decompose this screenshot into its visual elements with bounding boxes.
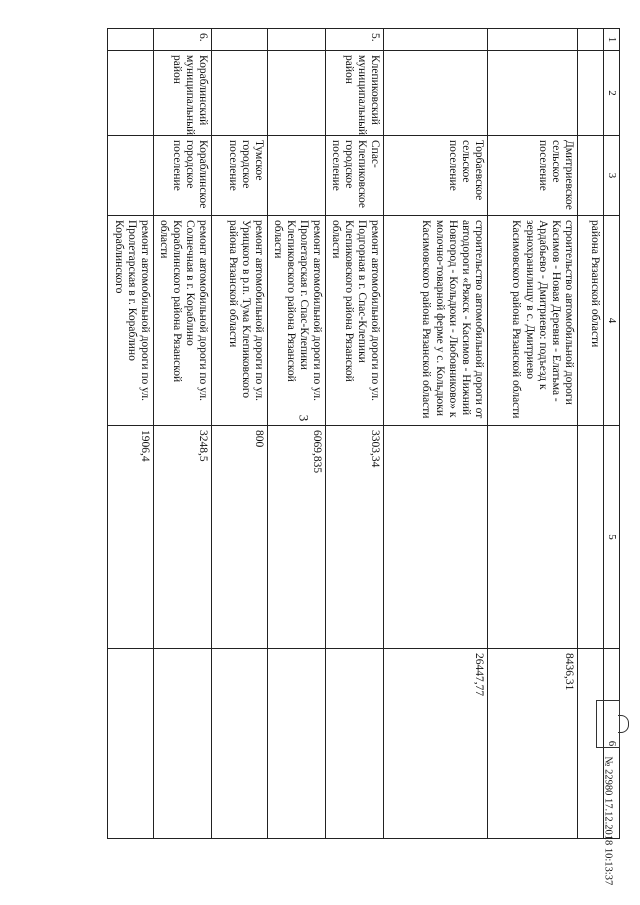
work-description: ремонт автомобильной дороги по ул. Подгорная в г. Спас-Клепики Клепиковского района Рязанской области: [326, 216, 384, 426]
row-number: [212, 29, 268, 51]
amount-col5: [578, 426, 604, 649]
row-number: [488, 29, 578, 51]
amount-col6: [268, 649, 326, 839]
row-number: [108, 29, 154, 51]
amount-col6: [212, 649, 268, 839]
work-description: ремонт автомобильной дороги по ул. Пролетарская в г. Кораблино Кораблинского: [108, 216, 154, 426]
amount-col5: 3248,5: [154, 426, 212, 649]
settlement-cell: [108, 136, 154, 216]
work-description: ремонт автомобильной дороги по ул. Урицкого в р.п. Тума Клепиковского района Рязанской области: [212, 216, 268, 426]
amount-col5: 800: [212, 426, 268, 649]
amount-col5: 1906,4: [108, 426, 154, 649]
settlement-cell: [268, 136, 326, 216]
work-description: ремонт автомобильной дороги по ул. Солнечная в г. Кораблино Кораблинского района Рязанской области: [154, 216, 212, 426]
work-description: строительство автомобильной дороги от автодороги «Ряжск - Касимов - Нижний Новгород - Кольдюки - Любовниково» к молочно-товарной ферме у с. Кольдюки Касимовского района Рязанской области: [384, 216, 488, 426]
amount-col6: 8436,31: [488, 649, 578, 839]
row-number: [268, 29, 326, 51]
amount-col5: 3303,34: [326, 426, 384, 649]
header-col-6: 6: [604, 649, 620, 839]
header-col-2: 2: [604, 51, 620, 136]
row-number: 6.: [154, 29, 212, 51]
district-cell: Клепиковский муниципальный район: [326, 51, 384, 136]
row-number: [384, 29, 488, 51]
row-number: [578, 29, 604, 51]
archive-logo-icon: [596, 700, 620, 748]
work-description: ремонт автомобильной дороги по ул. Пролетарская г. Спас-Клепики Клепиковского района Рязанской области: [268, 216, 326, 426]
amount-col5: [488, 426, 578, 649]
work-description: района Рязанской области: [578, 216, 604, 426]
district-cell: [384, 51, 488, 136]
table-row: [268, 29, 326, 839]
stamp-rotated: [560, 700, 620, 900]
table-wrapper: [38, 28, 620, 838]
table-row: [154, 29, 212, 839]
header-col-5: 5: [604, 426, 620, 649]
row-number: 5.: [326, 29, 384, 51]
settlement-cell: Торбаевское сельское поселение: [384, 136, 488, 216]
district-cell: [488, 51, 578, 136]
amount-col6: [108, 649, 154, 839]
document-registration-id: № 22980 17.12.2018 10:13:37: [602, 756, 614, 886]
page-number: 3: [296, 414, 312, 422]
settlement-cell: Кораблинское городское поселение: [154, 136, 212, 216]
amount-col6: [326, 649, 384, 839]
amount-col6: [154, 649, 212, 839]
header-col-1: 1: [604, 29, 620, 51]
district-cell: [212, 51, 268, 136]
settlement-cell: Тумское городское поселение: [212, 136, 268, 216]
header-col-3: 3: [604, 136, 620, 216]
amount-col6: 26447,77: [384, 649, 488, 839]
table-row: [384, 29, 488, 839]
settlement-cell: Спас-Клепиковское городское поселение: [326, 136, 384, 216]
work-description: строительство автомобильной дороги Касимов - Новая Деревня - Елатьма - Ардабьево - Дмитриево: подъезд к зернохранилищу в с. Дмитриево Касимовского района Рязанской области: [488, 216, 578, 426]
registration-stamp: [560, 700, 640, 900]
roads-table: [107, 28, 620, 839]
district-cell: [268, 51, 326, 136]
table-row: [108, 29, 154, 839]
rotated-table-container: [38, 28, 620, 838]
header-col-4: 4: [604, 216, 620, 426]
district-cell: [108, 51, 154, 136]
district-cell: [578, 51, 604, 136]
table-row: [326, 29, 384, 839]
settlement-cell: Дмитриевское сельское поселение: [488, 136, 578, 216]
settlement-cell: [578, 136, 604, 216]
district-cell: Кораблинский муниципальный район: [154, 51, 212, 136]
amount-col5: [384, 426, 488, 649]
table-row: [212, 29, 268, 839]
amount-col5: 6069,835: [268, 426, 326, 649]
